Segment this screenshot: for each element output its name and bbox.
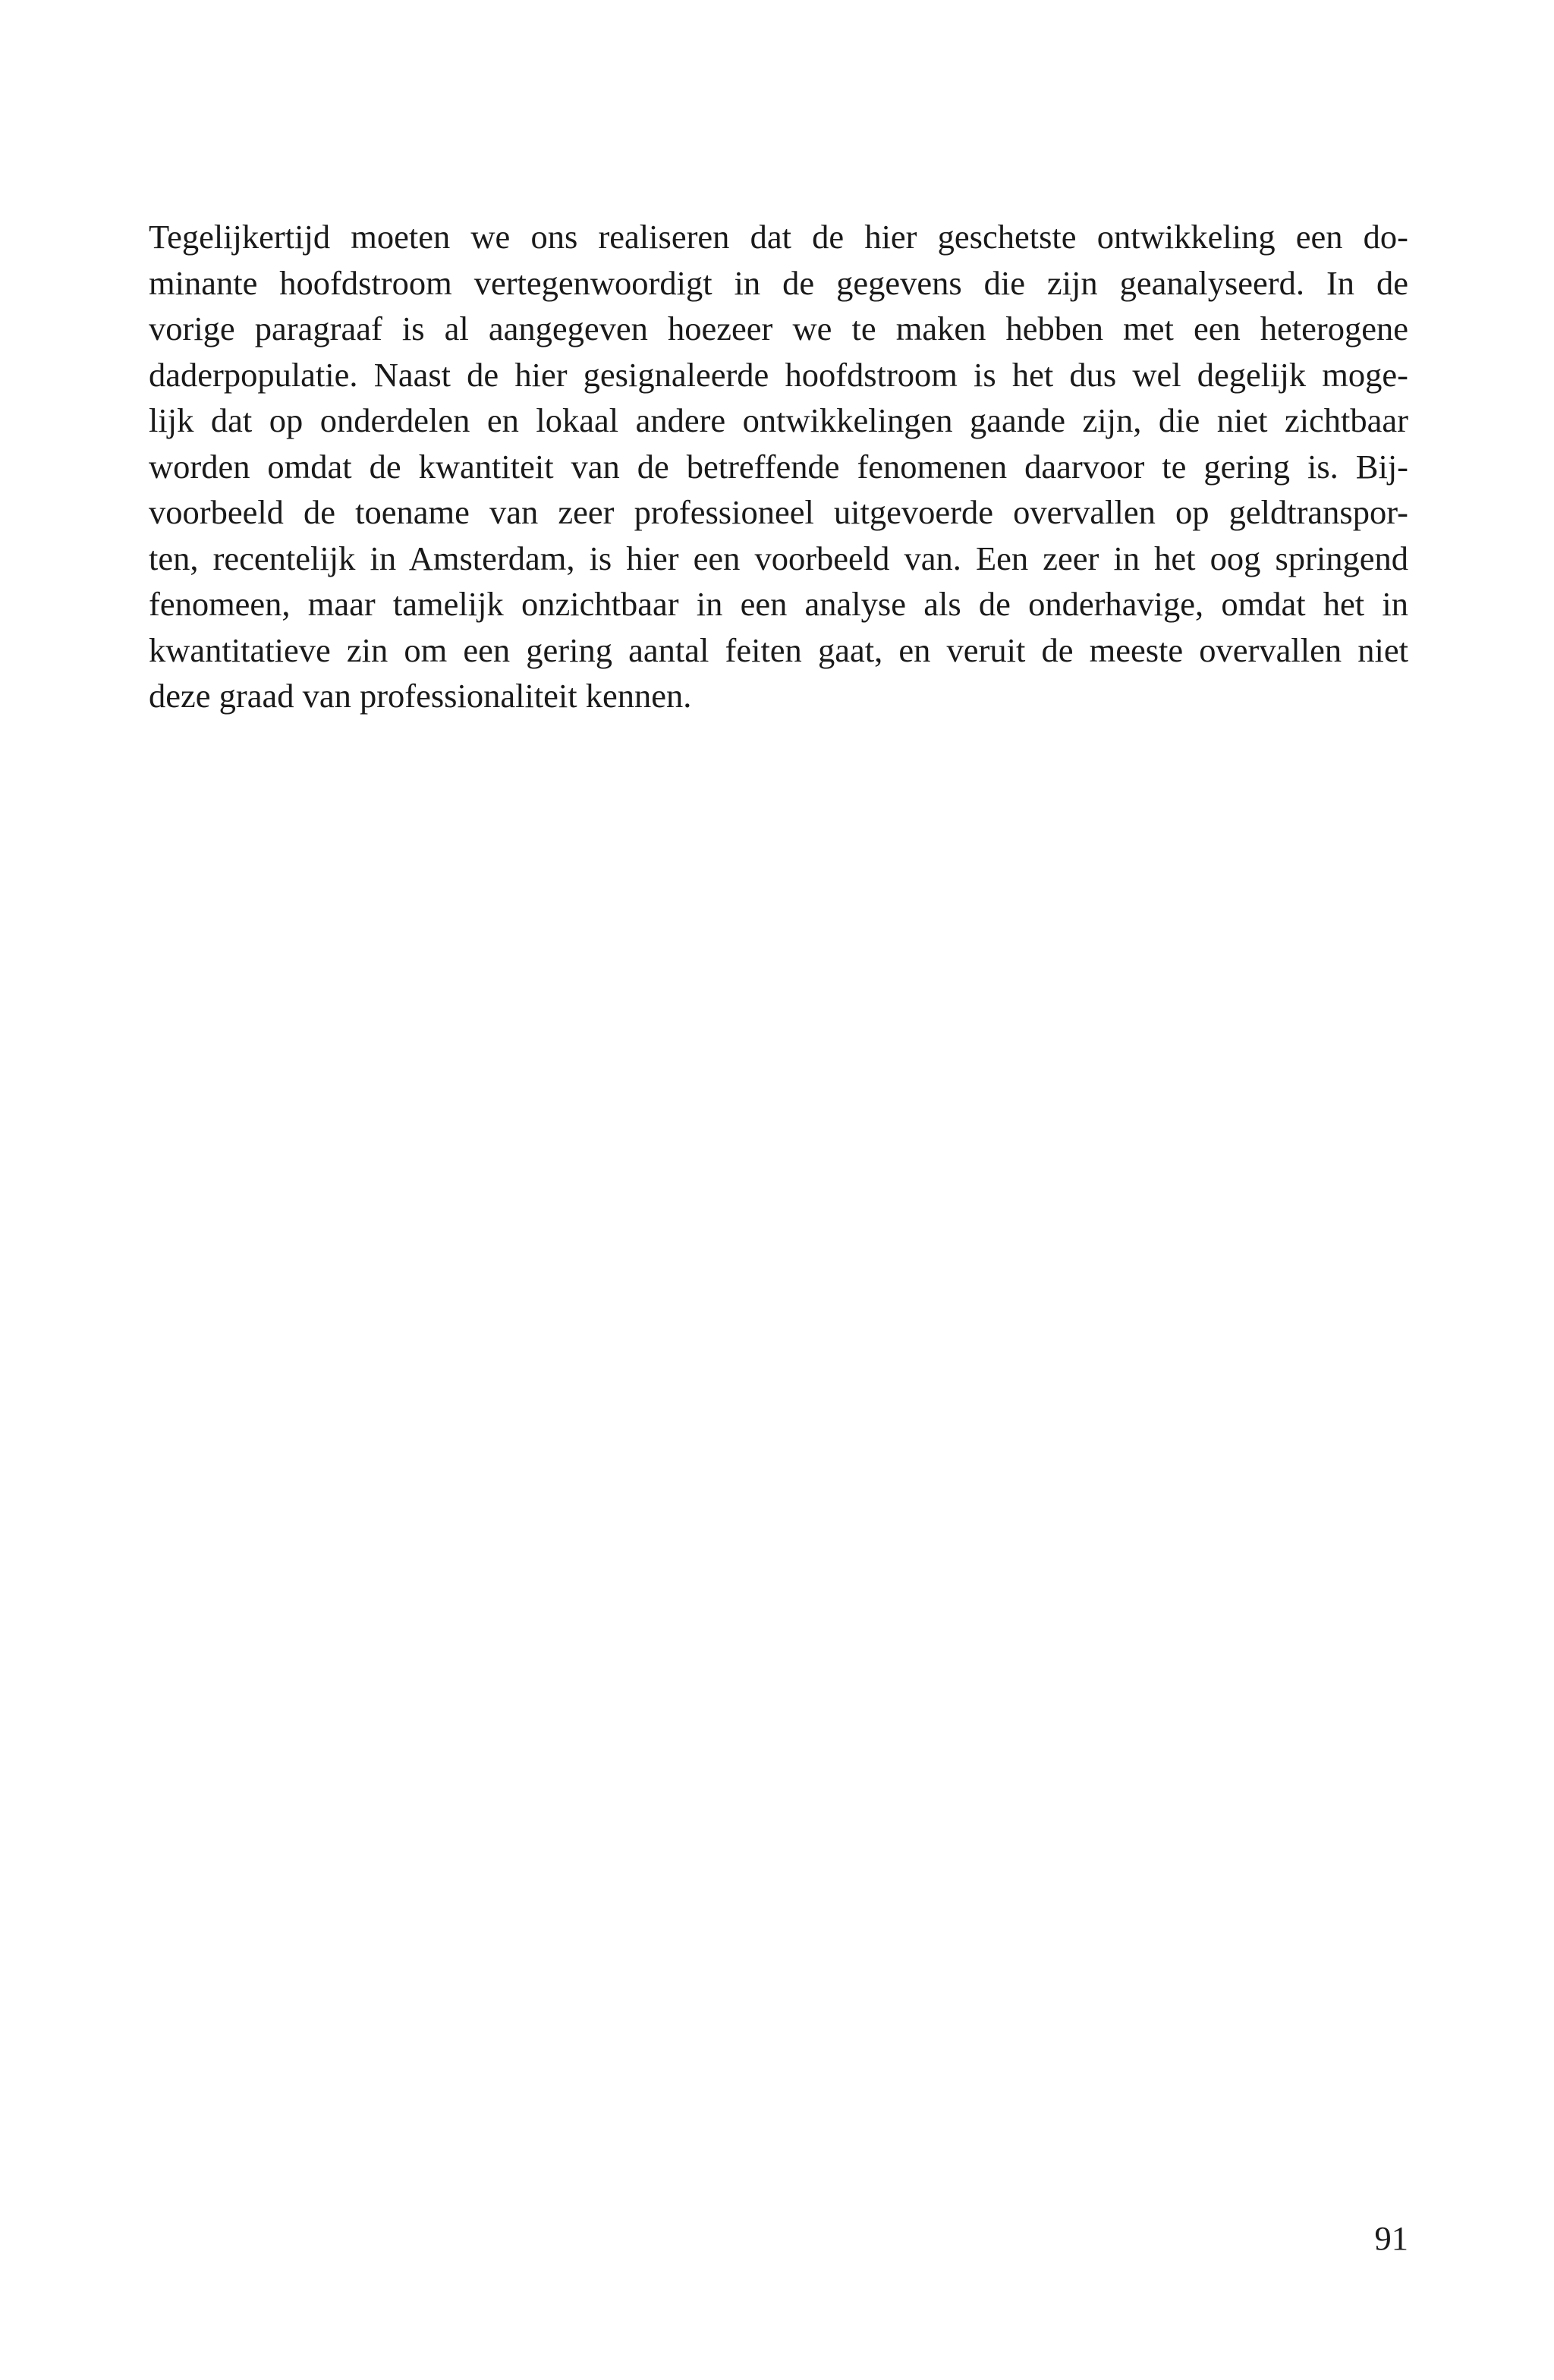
paragraph-line: daderpopulatie. Naast de hier gesignaleerde hoofdstroom is het dus wel degelijk moge- xyxy=(149,355,1408,394)
body-paragraph xyxy=(149,214,1408,719)
paragraph-line: fenomeen, maar tamelijk onzichtbaar in een analyse als de onderhavige, omdat het in xyxy=(149,585,1408,623)
paragraph-line: minante hoofdstroom vertegenwoordigt in de gegevens die zijn geanalyseerd. In de xyxy=(149,263,1408,302)
paragraph-line: deze graad van professionaliteit kennen. xyxy=(149,677,692,715)
paragraph-line: worden omdat de kwantiteit van de betreffende fenomenen daarvoor te gering is. Bij- xyxy=(149,447,1408,486)
paragraph-line: vorige paragraaf is al aangegeven hoezeer we te maken hebben met een heterogene xyxy=(149,310,1408,347)
paragraph-line: lijk dat op onderdelen en lokaal andere ontwikkelingen gaande zijn, die niet zichtbaar xyxy=(149,401,1408,439)
paragraph-line: ten, recentelijk in Amsterdam, is hier een voorbeeld van. Een zeer in het oog springend xyxy=(149,539,1408,577)
page-number: 91 xyxy=(1374,2219,1408,2257)
paragraph-line: Tegelijkertijd moeten we ons realiseren dat de hier geschetste ontwikkeling een do- xyxy=(149,218,1408,256)
paragraph-line: voorbeeld de toename van zeer professioneel uitgevoerde overvallen op geldtranspor- xyxy=(149,493,1408,531)
paragraph-line: kwantitatieve zin om een gering aantal feiten gaat, en veruit de meeste overvallen niet xyxy=(149,630,1408,669)
